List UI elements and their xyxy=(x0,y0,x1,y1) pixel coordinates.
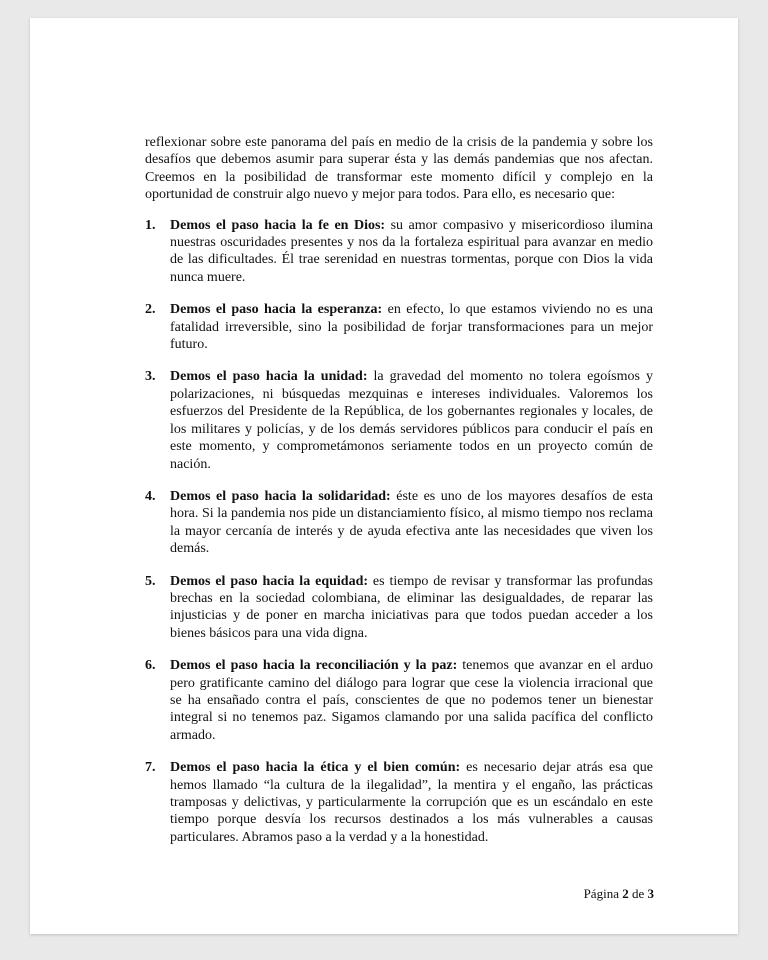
current-page-number: 2 xyxy=(622,886,629,901)
item-lead: Demos el paso hacia la unidad: xyxy=(170,369,368,385)
item-number: 7. xyxy=(145,760,156,776)
page-separator: de xyxy=(628,886,648,901)
item-number: 2. xyxy=(145,302,156,318)
document-page xyxy=(30,18,738,934)
steps-list xyxy=(145,217,653,847)
item-body: es tiempo de revisar y transformar las profundas brechas en la sociedad colombiana, de eliminar las desigualdades, de reparar las injusticias y de poner en marcha iniciativas para que todos puedan acceder a los bienes básicos para una vida digna. xyxy=(170,573,653,641)
intro-paragraph: reflexionar sobre este panorama del país en medio de la crisis de la pandemia y sobre los desafíos que debemos asumir para superar ésta y las demás pandemias que nos afectan. Creemos en la posibilidad de transformar este momento difícil y complejo en la oportunidad de construir algo nuevo y mejor para todos. Para ello, es necesario que: xyxy=(145,135,653,203)
list-item xyxy=(145,301,653,353)
item-number: 5. xyxy=(145,573,156,589)
item-lead: Demos el paso hacia la ética y el bien común: xyxy=(170,760,461,776)
page-content xyxy=(145,134,653,861)
item-lead: Demos el paso hacia la solidaridad: xyxy=(170,488,391,504)
page-label: Página xyxy=(583,886,623,901)
list-item xyxy=(145,573,653,643)
item-lead: Demos el paso hacia la fe en Dios: xyxy=(170,217,386,233)
item-number: 4. xyxy=(145,488,156,504)
list-item xyxy=(145,368,653,472)
item-number: 3. xyxy=(145,369,156,385)
item-lead: Demos el paso hacia la equidad: xyxy=(170,573,369,589)
list-item xyxy=(145,217,653,287)
item-number: 6. xyxy=(145,658,156,674)
item-body: éste es uno de los mayores desafíos de esta hora. Si la pandemia nos pide un distanciamiento físico, al mismo tiempo nos reclama la mayor cercanía de interés y de ayuda efectiva ante las necesidades que viven los demás. xyxy=(170,488,653,557)
item-lead: Demos el paso hacia la reconciliación y la paz: xyxy=(170,658,458,674)
list-item xyxy=(145,759,653,846)
item-body: es necesario dejar atrás esa que hemos llamado “la cultura de la ilegalidad”, la mentira y el engaño, las prácticas tramposas y delictivas, y particularmente la corrupción que es un escándalo en este tiempo porque desvía los recursos destinados a los más vulnerables a causas particulares. Abramos paso a la verdad y a la honestidad. xyxy=(170,760,654,845)
item-body: la gravedad del momento no tolera egoísmos y polarizaciones, ni búsquedas mezquinas e intereses individuales. Valoremos los esfuerzos del Presidente de la República, de los gobernantes regionales y locales, de los militares y policías, y de los demás servidores públicos para conducir el país en este momento, y comprometámonos seriamente todos en un proyecto común de nación. xyxy=(170,369,654,472)
item-body: en efecto, lo que estamos viviendo no es una fatalidad irreversible, sino la posibilidad de forjar transformaciones para un mejor futuro. xyxy=(170,302,654,353)
item-number: 1. xyxy=(145,217,156,233)
item-body: tenemos que avanzar en el arduo pero gratificante camino del diálogo para lograr que cese la violencia irracional que se ha ensañado contra el país, conscientes de que no podemos tener un bienestar integral si no tenemos paz. Sigamos clamando por una salida pacífica del conflicto armado. xyxy=(170,658,653,743)
list-item xyxy=(145,488,653,558)
item-lead: Demos el paso hacia la esperanza: xyxy=(170,302,383,318)
list-item xyxy=(145,657,653,744)
page-number-footer xyxy=(584,886,654,902)
item-body: su amor compasivo y misericordioso ilumina nuestras oscuridades presentes y nos da la fortaleza espiritual para avanzar en medio de las dificultades. Él trae serenidad en nuestras tormentas, porque con Dios la vida nunca muere. xyxy=(170,217,653,285)
total-pages-number: 3 xyxy=(647,886,654,901)
